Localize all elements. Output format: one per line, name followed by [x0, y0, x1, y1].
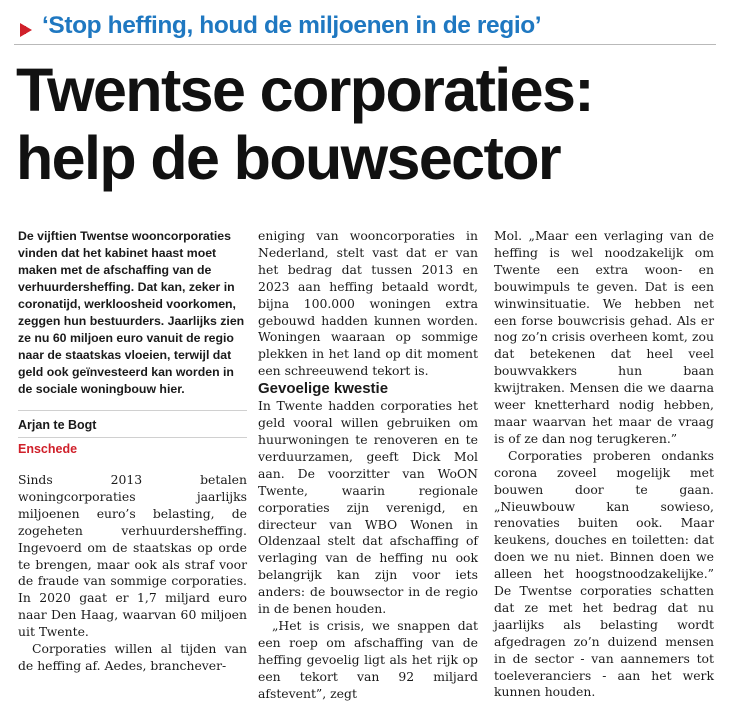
headline-line-1: Twentse corporaties: — [16, 56, 594, 124]
paragraph: eniging van wooncorporaties in Nederland, stelt vast dat er van het bedrag dat tussen 2013 en 2023 aan heffing betaald wordt, bijna 100.000 woningen extra gebouwd hadden kunnen worden. Woningen waaraan op sommige plekken in het land op dit moment een schreeuwend tekort is. — [258, 228, 478, 379]
column-1 — [18, 228, 247, 675]
subheading: Gevoelige kwestie — [258, 380, 389, 398]
kicker-bar — [14, 12, 716, 45]
intro-lead: De vijftien Twentse wooncorporaties vinden dat het kabinet haast moet maken met de afschaffing van de verhuurdersheffing. Dat kan, zeker in coronatijd, werkloosheid voorkomen, zeggen hun bestuurders. Jaarlijks zien ze nu 60 miljoen euro vanuit de regio naar de staatskas vloeien, terwijl dat geld ook geïnvesteerd kan worden in de sociale woningbouw hier. — [18, 229, 245, 396]
column-2 — [258, 228, 478, 702]
kicker-quote: ‘Stop heffing, houd de miljoenen in de regio’ — [42, 12, 542, 39]
paragraph: Mol. „Maar een verlaging van de heffing is wel noodzakelijk om Twente een extra woon- en bouwimpuls te geven. Dat is een winwinsituatie. We hebben net een forse bouwcrisis gehad. Als er nog zo’n crisis overheen komt, zou dat betekenen dat heel veel bouwvakkers hun baan kwijtraken. Mensen die we daarna weer knetterhard nodig hebben, maar waarvan het maar de vraag is of ze dan nog terugkeren.” — [494, 228, 714, 446]
headline-line-2: help de bouwsector — [16, 124, 560, 192]
paragraph: Sinds 2013 betalen woningcorporaties jaarlijks miljoenen euro’s belasting, de zogeheten verhuurdersheffing. Ingevoerd om de staatskas op orde te brengen, maar ook als straf voor de fraude van sommige corporaties. In 2020 gaat er 1,7 miljard euro naar Den Haag, waarvan 60 miljoen uit Twente. — [18, 472, 247, 640]
paragraph: Corporaties proberen ondanks corona zoveel mogelijk met bouwen door te gaan. „Nieuwbouw kan sowieso, renovaties buiten ook. Maar keukens, douches en toiletten: dat doen we nu niet. Binnen doen we alleen het hoogstnoodzakelijke.” De Twentse corporaties schatten dat ze met het bedrag dat nu jaarlijks als belasting wordt afgedragen zo’n duizend mensen in de sector - van aannemers tot toeleveranciers - aan het werk kunnen houden. — [494, 447, 714, 700]
paragraph: Corporaties willen al tijden van de heffing af. Aedes, branchever- — [18, 641, 247, 673]
paragraph: „Het is crisis, we snappen dat een roep om afschaffing van de heffing gevoelig ligt als het rijk op een tekort van 92 miljard afstevent”, zegt — [258, 617, 478, 701]
column-1-body — [18, 472, 247, 675]
paragraph: In Twente hadden corporaties het geld vooral willen gebruiken om huurwoningen te renoveren en te verduurzamen, geeft Dick Mol aan. De voorzitter van WoON Twente, waarin regionale corporaties zijn verenigd, en directeur van WBO Wonen in Oldenzaal stelt dat afschaffing of verlaging van de heffing nu ook belangrijk kan zijn voor iets anders: de bouwsector in de regio in de benen houden. — [258, 398, 478, 617]
byline-author: Arjan te Bogt — [18, 410, 247, 434]
kicker-arrow-icon — [20, 23, 32, 37]
headline — [16, 56, 721, 192]
column-3 — [494, 228, 714, 701]
dateline: Enschede — [18, 437, 247, 458]
